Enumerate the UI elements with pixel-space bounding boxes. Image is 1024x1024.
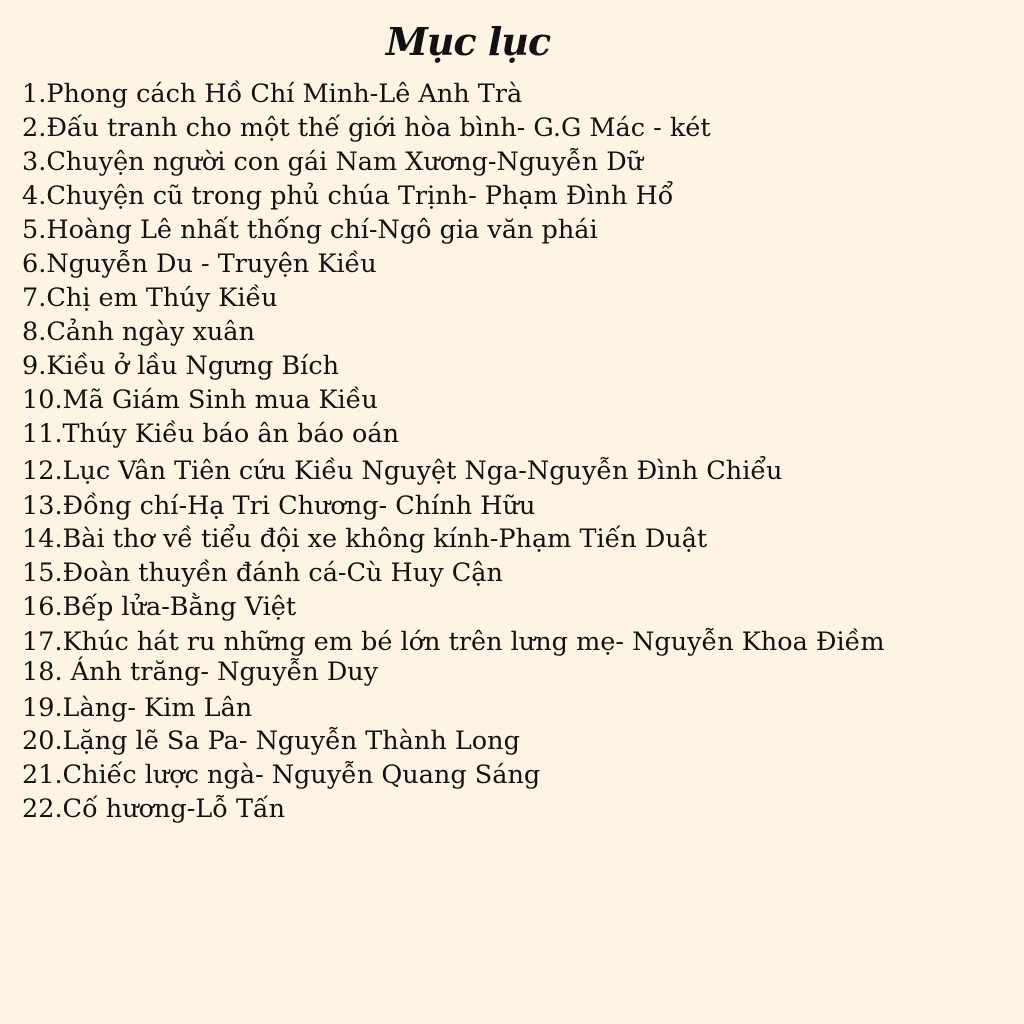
toc-item-7: 7.Chị em Thúy Kiều bbox=[22, 283, 278, 313]
toc-item-8: 8.Cảnh ngày xuân bbox=[22, 317, 255, 347]
toc-item-9: 9.Kiều ở lầu Ngưng Bích bbox=[22, 351, 340, 381]
toc-item-20: 20.Lặng lẽ Sa Pa- Nguyễn Thành Long bbox=[22, 726, 520, 756]
toc-item-16: 16.Bếp lửa-Bằng Việt bbox=[22, 592, 297, 622]
toc-item-3: 3.Chuyện người con gái Nam Xương-Nguyễn Dữ bbox=[22, 147, 644, 177]
toc-item-5: 5.Hoàng Lê nhất thống chí-Ngô gia văn phái bbox=[22, 215, 598, 245]
toc-item-11: 11.Thúy Kiều báo ân báo oán bbox=[22, 419, 400, 449]
toc-item-12: 12.Lục Vân Tiên cứu Kiều Nguyệt Nga-Nguyễn Đình Chiểu bbox=[22, 456, 783, 486]
toc-item-17: 17.Khúc hát ru những em bé lớn trên lưng mẹ- Nguyễn Khoa Điềm bbox=[22, 627, 885, 657]
toc-item-14: 14.Bài thơ về tiểu đội xe không kính-Phạm Tiến Duật bbox=[22, 524, 708, 554]
toc-item-1: 1.Phong cách Hồ Chí Minh-Lê Anh Trà bbox=[22, 79, 523, 109]
toc-item-15: 15.Đoàn thuyền đánh cá-Cù Huy Cận bbox=[22, 558, 503, 588]
toc-item-6: 6.Nguyễn Du - Truyện Kiều bbox=[22, 249, 377, 279]
toc-item-22: 22.Cố hương-Lỗ Tấn bbox=[22, 794, 286, 824]
toc-item-4: 4.Chuyện cũ trong phủ chúa Trịnh- Phạm Đình Hổ bbox=[22, 181, 674, 211]
toc-item-10: 10.Mã Giám Sinh mua Kiều bbox=[22, 385, 378, 415]
toc-item-19: 19.Làng- Kim Lân bbox=[22, 693, 253, 723]
toc-item-13: 13.Đồng chí-Hạ Tri Chương- Chính Hữu bbox=[22, 491, 536, 521]
toc-item-2: 2.Đấu tranh cho một thế giới hòa bình- G.G Mác - két bbox=[22, 113, 711, 143]
toc-item-21: 21.Chiếc lược ngà- Nguyễn Quang Sáng bbox=[22, 760, 541, 790]
toc-item-18: 18. Ánh trăng- Nguyễn Duy bbox=[22, 657, 379, 687]
page-title: Mục lục bbox=[385, 19, 551, 64]
